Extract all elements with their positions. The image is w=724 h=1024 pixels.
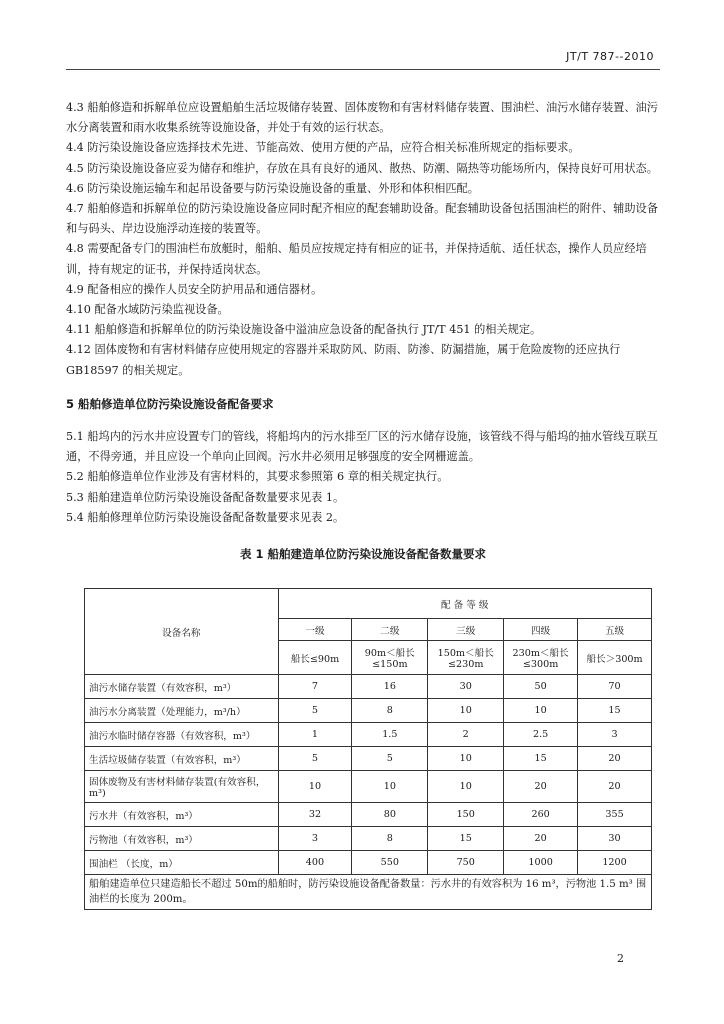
cell-value: 400 (278, 851, 352, 875)
range-4: 230m＜船长≤300m (504, 641, 578, 675)
cell-value: 355 (578, 803, 652, 827)
row-label: 固体废物及有害材料储存装置(有效容积，m³) (85, 771, 279, 803)
cell-value: 15 (504, 747, 578, 771)
table-row (85, 771, 652, 803)
cell-value: 3 (578, 723, 652, 747)
row-label: 污水井（有效容积，m³） (85, 803, 279, 827)
cell-value: 3 (278, 827, 352, 851)
cell-value: 20 (504, 771, 578, 803)
table-row (85, 803, 652, 827)
cell-value: 1 (278, 723, 352, 747)
page-number: 2 (617, 952, 624, 965)
table-row (85, 675, 652, 699)
cell-value: 10 (428, 699, 504, 723)
cell-value: 260 (504, 803, 578, 827)
clause-4-12: 4.12 固体废物和有害材料储存应使用规定的容器并采取防风、防雨、防渗、防漏措施，属于危险废物的还应执行 GB18597 的相关规定。 (66, 343, 621, 377)
standard-code: JT/T 787--2010 (566, 50, 654, 63)
cell-value: 16 (352, 675, 428, 699)
cell-value: 30 (578, 827, 652, 851)
cell-value: 70 (578, 675, 652, 699)
header-divider (66, 69, 660, 70)
cell-value: 8 (352, 827, 428, 851)
clause-4-5: 4.5 防污染设施设备应妥为储存和维护，存放在具有良好的通风、散热、防潮、隔热等功能场所内，保持良好可用状态。 (66, 161, 658, 175)
cell-value: 1.5 (352, 723, 428, 747)
clause-5-2: 5.2 船舶修造单位作业涉及有害材料的，其要求参照第 6 章的相关规定执行。 (66, 470, 449, 484)
clause-4-4: 4.4 防污染设施设备应选择技术先进、节能高效、使用方便的产品，应符合相关标准所规定的指标要求。 (66, 141, 580, 155)
cell-value: 550 (352, 851, 428, 875)
cell-value: 80 (352, 803, 428, 827)
row-label: 污物池（有效容积，m³） (85, 827, 279, 851)
cell-value: 10 (352, 771, 428, 803)
table-note: 船舶建造单位只建造船长不超过 50m的船舶时，防污染设施设备配备数量：污水井的有效容积为 16 m³，污物池 1.5 m³ 围油栏的长度为 200m。 (85, 875, 652, 910)
table-row (85, 747, 652, 771)
cell-value: 15 (578, 699, 652, 723)
clause-5-3: 5.3 船舶建造单位防污染设施设备配备数量要求见表 1。 (66, 490, 345, 504)
equipment-name-header: 设备名称 (85, 589, 279, 675)
table-1-title: 表 1 船舶建造单位防污染设施设备配备数量要求 (239, 547, 486, 562)
level-header: 配 备 等 级 (278, 589, 651, 619)
range-3: 150m＜船长≤230m (428, 641, 504, 675)
cell-value: 8 (352, 699, 428, 723)
cell-value: 5 (278, 699, 352, 723)
level-2: 二级 (352, 619, 428, 641)
cell-value: 5 (278, 747, 352, 771)
cell-value: 10 (504, 699, 578, 723)
cell-value: 10 (428, 771, 504, 803)
cell-value: 2.5 (504, 723, 578, 747)
cell-value: 1200 (578, 851, 652, 875)
clause-5-1: 5.1 船坞内的污水井应设置专门的管线，将船坞内的污水排至厂区的污水储存设施，该管线不得与船坞的抽水管线互联互通，不得旁通，并且应设一个单向止回阀。污水井必须用足够强度的安全网栅遮盖。 (66, 430, 658, 464)
table-row (85, 699, 652, 723)
range-2: 90m＜船长≤150m (352, 641, 428, 675)
cell-value: 30 (428, 675, 504, 699)
cell-value: 2 (428, 723, 504, 747)
cell-value: 10 (428, 747, 504, 771)
level-3: 三级 (428, 619, 504, 641)
cell-value: 750 (428, 851, 504, 875)
equipment-requirements-table (84, 588, 652, 910)
cell-value: 1000 (504, 851, 578, 875)
document-body (66, 98, 660, 578)
level-1: 一级 (278, 619, 352, 641)
cell-value: 20 (504, 827, 578, 851)
range-5: 船长＞300m (578, 641, 652, 675)
clause-5-4: 5.4 船舶修理单位防污染设施设备配备数量要求见表 2。 (66, 510, 345, 524)
cell-value: 20 (578, 771, 652, 803)
cell-value: 150 (428, 803, 504, 827)
cell-value: 32 (278, 803, 352, 827)
clause-4-3: 4.3 船舶修造和拆解单位应设置船舶生活垃圾储存装置、固体废物和有害材料储存装置、围油栏、油污水储存装置、油污水分离装置和雨水收集系统等设施设备，并处于有效的运行状态。 (66, 101, 658, 135)
row-label: 油污水储存装置（有效容积，m³） (85, 675, 279, 699)
row-label: 油污水临时储存容器（有效容积，m³） (85, 723, 279, 747)
row-label: 围油栏 （长度，m） (85, 851, 279, 875)
cell-value: 20 (578, 747, 652, 771)
cell-value: 10 (278, 771, 352, 803)
row-label: 生活垃圾储存装置（有效容积，m³） (85, 747, 279, 771)
table-row (85, 723, 652, 747)
cell-value: 50 (504, 675, 578, 699)
level-4: 四级 (504, 619, 578, 641)
cell-value: 7 (278, 675, 352, 699)
table-row (85, 851, 652, 875)
range-1: 船长≤90m (278, 641, 352, 675)
section-5-title: 5 船舶修造单位防污染设施设备配备要求 (66, 396, 274, 411)
level-5: 五级 (578, 619, 652, 641)
row-label: 油污水分离装置（处理能力，m³/h） (85, 699, 279, 723)
clause-4-10: 4.10 配备水域防污染监视设备。 (66, 303, 229, 317)
clause-4-9: 4.9 配备相应的操作人员安全防护用品和通信器材。 (66, 282, 323, 296)
cell-value: 5 (352, 747, 428, 771)
clause-4-6: 4.6 防污染设施运输车和起吊设备要与防污染设施设备的重量、外形和体积相匹配。 (66, 181, 479, 195)
clause-4-8: 4.8 需要配备专门的围油栏布放艇时，船舶、船员应按规定持有相应的证书，并保持适航、适任状态，操作人员应经培训，持有规定的证书，并保持适岗状态。 (66, 242, 647, 276)
table-row (85, 827, 652, 851)
clause-4-11: 4.11 船舶修造和拆解单位的防污染设施设备中溢油应急设备的配备执行 JT/T 451 的相关规定。 (66, 323, 542, 337)
clause-4-7: 4.7 船舶修造和拆解单位的防污染设施设备应同时配齐相应的配套辅助设备。配套辅助设备包括围油栏的附件、辅助设备和与码头、岸边设施浮动连接的装置等。 (66, 202, 658, 236)
cell-value: 15 (428, 827, 504, 851)
